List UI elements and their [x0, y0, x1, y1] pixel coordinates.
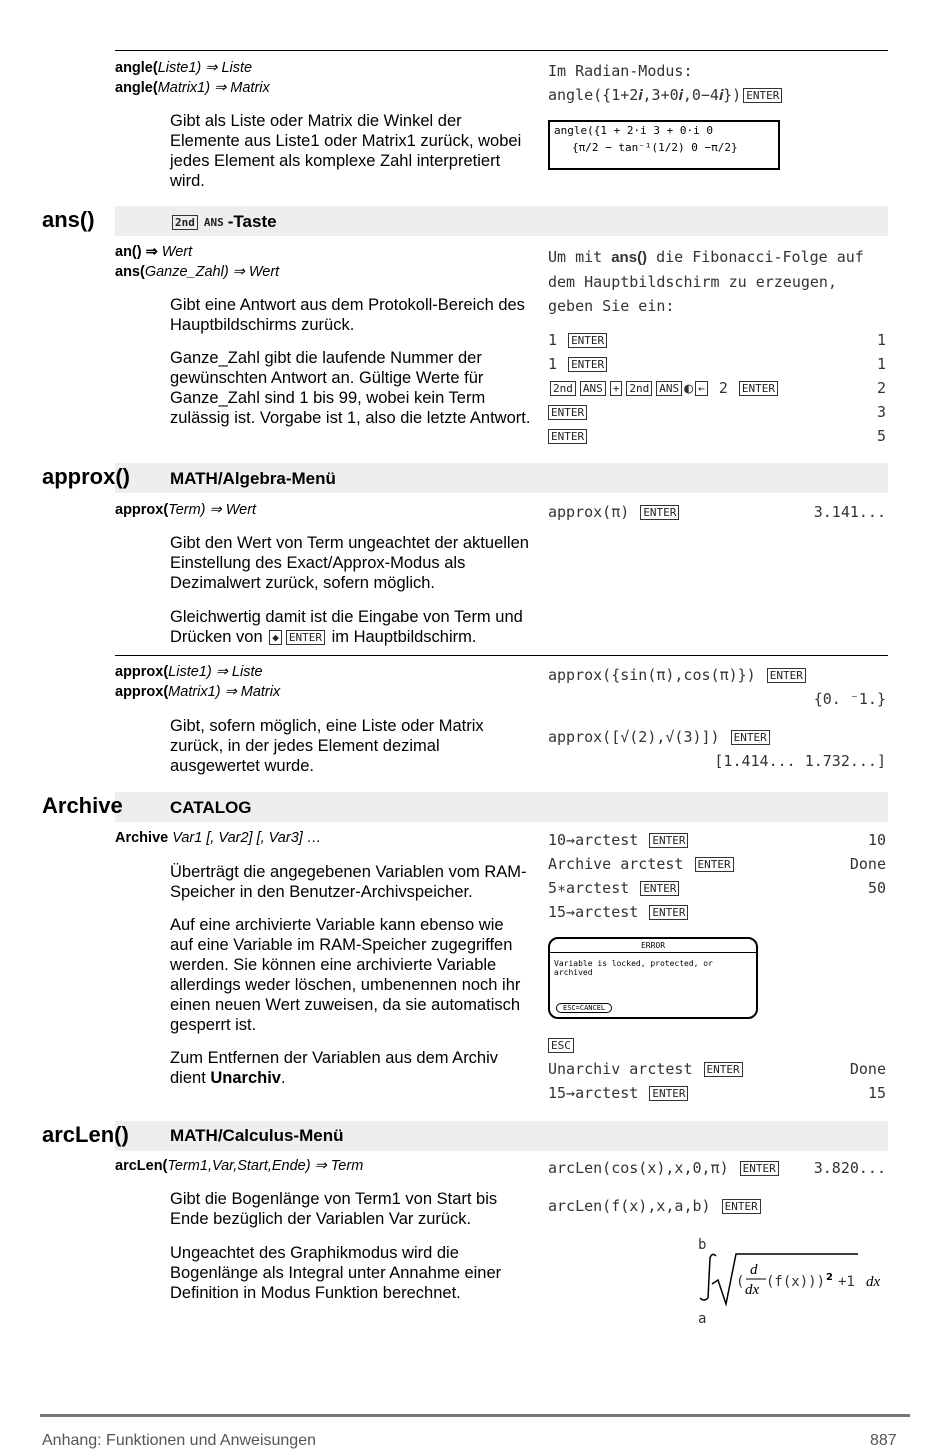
angle-example-input: angle({1+2𝒊,3+0𝒊,0−4𝒊}) ENTER: [548, 86, 784, 104]
enter-key: ENTER: [640, 881, 679, 896]
second-key: 2nd: [550, 381, 576, 396]
footer-rule: [40, 1414, 910, 1417]
approx-example-row: approx([√(2),√(3)]) ENTER: [548, 728, 888, 752]
ans-syntax-1: an() ⇒ Wert: [115, 244, 193, 260]
ans-example-row: 1 ENTER 1: [548, 331, 886, 349]
error-dialog-title: ERROR: [550, 939, 756, 953]
approx-example-result: [1.414... 1.732...]: [714, 752, 886, 770]
arclen-example-row: arcLen(f(x),x,a,b) ENTER: [548, 1197, 888, 1221]
second-key: 2nd: [626, 381, 652, 396]
archive-example-row: Archive arctest ENTER Done: [548, 855, 886, 873]
ans-example-row: ENTER 3: [548, 403, 888, 427]
lcd-line-2: {π/2 − tan⁻¹(1/2) 0 −π/2}: [572, 141, 738, 154]
angle-description: Gibt als Liste oder Matrix die Winkel der Elemente aus Liste1 oder Matrix1 zurück, wobei jedes Element als komplexe Zahl interpretiert wird.: [170, 112, 522, 190]
archive-example-row: Unarchiv arctest ENTER Done: [548, 1060, 886, 1078]
integral-dx: dx: [866, 1274, 881, 1290]
archive-title: Archive: [42, 793, 123, 818]
ans-description-2: Ganze_Zahl gibt die laufende Nummer der gewünschten Antwort an. Gültige Werte für Ganze_Zahl sind 1 bis 99, wobei kein Term zulässig ist. Vorgabe ist 1, also die letzte Antwort.: [170, 349, 531, 427]
archive-example-row: 15→arctest ENTER: [548, 903, 888, 927]
approx-description-3: Gibt, sofern möglich, eine Liste oder Matrix zurück, in der jedes Element dezimal ausgewertet wurde.: [170, 717, 484, 775]
approx-description-1: Gibt den Wert von Term ungeachtet der aktuellen Einstellung des Exact/Approx-Modus als Dezimalwert zurück, sofern möglich.: [170, 534, 529, 592]
ans-menu: 2nd ANS -Taste: [170, 212, 277, 232]
ans-title: ans(): [42, 207, 95, 232]
enter-key: ENTER: [649, 1086, 688, 1101]
ans-key: ANS: [580, 381, 606, 396]
enter-key: ENTER: [695, 857, 734, 872]
enter-key: ENTER: [722, 1199, 761, 1214]
enter-key: ENTER: [743, 88, 782, 103]
approx-description-2: Gleichwertig damit ist die Eingabe von Term und Drücken von ◆ ENTER im Hauptbildschirm.: [170, 608, 523, 646]
enter-key: ENTER: [640, 505, 679, 520]
error-dialog-message: Variable is locked, protected, or archived: [554, 959, 713, 977]
enter-key: ENTER: [739, 381, 778, 396]
left-arrow-icon: ◐: [684, 379, 694, 397]
arclen-menu: MATH/Calculus-Menü: [170, 1126, 344, 1145]
archive-example-row: 10→arctest ENTER 10: [548, 831, 886, 849]
enter-key: ENTER: [740, 1161, 779, 1176]
enter-key: ENTER: [704, 1062, 743, 1077]
approx-syntax-3: approx(Matrix1) ⇒ Matrix: [115, 684, 281, 700]
esc-cancel-button: ESC=CANCEL: [556, 1003, 612, 1013]
section-rule: [115, 655, 888, 656]
ans-example-row: 1 ENTER 1: [548, 355, 886, 373]
integral-body: (f(x))): [766, 1274, 826, 1290]
archive-example-row: 15→arctest ENTER 15: [548, 1084, 886, 1102]
angle-lcd-screen: [548, 120, 780, 170]
angle-syntax-1: angle(Liste1) ⇒ Liste: [115, 60, 253, 76]
ans-example-intro: Um mit ans() die Fibonacci-Folge auf dem Hauptbildschirm zu erzeugen, geben Sie ein:: [548, 248, 864, 315]
approx-syntax-2: approx(Liste1) ⇒ Liste: [115, 664, 263, 680]
diamond-key: ◆: [269, 630, 282, 645]
arclen-description-2: Ungeachtet des Graphikmodus wird die Bogenlänge als Integral unter Annahme einer Definition in Modus Funktion berechnet.: [170, 1244, 502, 1302]
ans-key: ANS: [656, 381, 682, 396]
plus-key: +: [610, 381, 623, 396]
exponent-two: 2: [826, 1272, 833, 1283]
enter-key: ENTER: [548, 405, 587, 420]
arclen-description-1: Gibt die Bogenlänge von Term1 von Start bis Ende bezüglich der Variablen Var zurück.: [170, 1190, 498, 1228]
enter-key: ENTER: [731, 730, 770, 745]
archive-menu: CATALOG: [170, 798, 252, 817]
paren-open: (: [736, 1274, 745, 1290]
archive-description-1: Überträgt die angegebenen Variablen vom RAM-Speicher in den Benutzer-Archivspeicher.: [170, 863, 527, 901]
ans-example-row: ENTER 5: [548, 427, 888, 451]
enter-key: ENTER: [767, 668, 806, 683]
arclen-example-row: arcLen(cos(x),x,0,π) ENTER 3.820...: [548, 1159, 886, 1177]
enter-key: ENTER: [548, 429, 587, 444]
ans-example-row: 2nd ANS + 2nd ANS ◐ ← 2 ENTER 2: [548, 379, 888, 403]
enter-key: ENTER: [649, 905, 688, 920]
archive-description-2: Auf eine archivierte Variable kann ebenso wie auf eine Variable im RAM-Speicher zugegriffen werden. Sie können eine archivierte Variable allerdings weder löschen, umbenennen noch ihr einen neuen Wert zuweisen, da sie automatisch gesperrt ist.: [170, 916, 521, 1034]
enter-key: ENTER: [568, 333, 607, 348]
archive-syntax: Archive Var1 [, Var2] [, Var3] …: [115, 830, 322, 846]
page-number: 887: [870, 1432, 897, 1449]
integral-formula: [690, 1232, 890, 1330]
ans-description-1: Gibt eine Antwort aus dem Protokoll-Bereich des Hauptbildschirms zurück.: [170, 296, 525, 334]
esc-key: ESC: [548, 1038, 574, 1053]
enter-key: ENTER: [568, 357, 607, 372]
archive-example-row: 5∗arctest ENTER 50: [548, 879, 886, 897]
approx-syntax-1: approx(Term) ⇒ Wert: [115, 502, 257, 518]
derivative-numerator: d: [750, 1262, 758, 1278]
ans-key: ANS: [203, 216, 224, 230]
approx-example-row: approx({sin(π),cos(π)}) ENTER: [548, 666, 888, 690]
arclen-syntax: arcLen(Term1,Var,Start,Ende) ⇒ Term: [115, 1158, 364, 1174]
backspace-key: ←: [695, 381, 708, 396]
archive-description-3: Zum Entfernen der Variablen aus dem Archiv dient Unarchiv.: [170, 1049, 499, 1087]
section-rule: [115, 50, 888, 51]
archive-example-row: [548, 1036, 888, 1060]
arclen-title: arcLen(): [42, 1122, 129, 1147]
approx-example-result: {0. ⁻1.}: [813, 690, 886, 708]
second-key: 2nd: [172, 215, 198, 230]
integral-upper-bound: b: [698, 1237, 707, 1253]
enter-key: ENTER: [649, 833, 688, 848]
integral-sign-icon: [700, 1254, 716, 1300]
integral-lower-bound: a: [698, 1311, 707, 1327]
approx-menu: MATH/Algebra-Menü: [170, 469, 336, 488]
ans-syntax-2: ans(Ganze_Zahl) ⇒ Wert: [115, 264, 280, 280]
approx-example-row: approx(π) ENTER 3.141...: [548, 503, 886, 521]
integral-plus-one: +1: [838, 1274, 855, 1290]
derivative-denominator: dx: [745, 1282, 760, 1298]
approx-title: approx(): [42, 464, 130, 489]
enter-key: ENTER: [286, 630, 325, 645]
error-dialog-screen: [548, 937, 758, 1019]
angle-syntax-2: angle(Matrix1) ⇒ Matrix: [115, 80, 270, 96]
lcd-line-1: angle({1 + 2·i 3 + 0·i 0: [554, 124, 713, 137]
angle-example-intro: Im Radian-Modus:: [548, 62, 693, 80]
integral-svg: [690, 1232, 890, 1330]
footer-title: Anhang: Funktionen und Anweisungen: [42, 1432, 316, 1449]
